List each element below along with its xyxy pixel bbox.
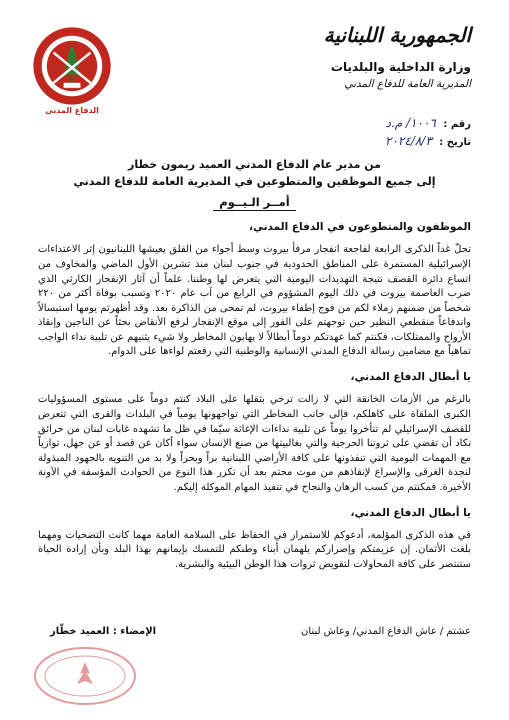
- date-value: ٢٠٢٤/٨/٣: [385, 134, 432, 148]
- civil-defense-logo-icon: [30, 24, 114, 108]
- reference-date-row: [385, 132, 471, 150]
- directorate-name: المديرية العامة للدفاع المدني: [344, 78, 471, 90]
- ministry-name: وزارة الداخلية والبلديات: [330, 60, 471, 74]
- order-title: [0, 195, 509, 209]
- section-heading: يا أبطال الدفاع المدني،: [350, 371, 471, 384]
- reference-block: [385, 114, 471, 150]
- reference-number-row: [385, 114, 471, 132]
- to-line: إلى جميع الموظفين والمتطوعين في المديرية العامة للدفاع المدني: [73, 175, 436, 189]
- republic-title: الجمهورية اللبنانية: [323, 23, 471, 47]
- order-title-text: أمــر الـيــوم: [213, 195, 295, 211]
- signature-line: الإمضاء : العميد خطّار: [50, 626, 157, 637]
- official-stamp-icon: [30, 644, 140, 708]
- number-value: ١٠٠٦/ م.د: [385, 116, 436, 130]
- section-paragraph: في هذه الذكرى المؤلمة، أدعوكم للاستمرار في الحفاظ على السلامة العامة مهما كانت التضحيات ومهما بلغت الأثمان. إن عزيمتكم وإصراركم يلهمان أبناء وطنكم للتمسك بإيمانهم بهذا البلد وبأن إرادة الحياة ستنتصر على كافة المحاولات لتقويض ثروات هذا الوطن البيئية والبشرية.: [38, 529, 471, 571]
- letter-body: [38, 220, 471, 583]
- section-heading: الموظفون والمتطوعون في الدفاع المدني،: [249, 221, 471, 233]
- number-label: رقم :: [443, 119, 471, 130]
- closing-line: عشتم / عاش الدفاع المدني/ وعاش لبنان: [301, 626, 471, 637]
- letterhead: [251, 24, 471, 90]
- section-paragraph: بالرغم من الأزمات الخانقة التي لا زالت ترخي بثقلها على البلاد كنتم دوماً على مستوى المسؤوليات الكبرى الملقاة على كاهلكم، فإلى جانب المخاطر التي تواجهونها يومياً في البلدات والقرى التي تتعرض للقصف الإسرائيلي لم تتأخروا يوماً عن تلبية نداءات الإغاثة سيّما في ظل ما تشهده غابات لبنان من حرائق تكاد أن تقضي على ثروتنا الحرجية والتي بغالبيتها من صنع الإنسان سواء أكان عن قصد أو عن جهل، توازياً مع المهمات اليومية التي تنفذونها على كافة الأراضي اللبنانية براً وبحراً ولا بد من التنويه بالجهود المبذولة لنجدة الغرقى والإسراع لإنقاذهم من موت محتم بعد أن تكرر هذا النوع من الحوادث المؤسفة في الآونة الأخيرة. فمكنتم من كسب الرهان والنجاح في تنفيذ المهام الموكلة إليكم.: [38, 394, 471, 493]
- date-label: تاريخ :: [439, 137, 471, 148]
- logo-caption: الدفاع المدني: [45, 106, 99, 115]
- section-paragraph: تحلّ غداً الذكرى الرابعة لفاجعة انفجار مرفأ بيروت وسط أجواء من القلق يعيشها اللبنانيون إثر الاعتداءات الإسرائيلية المستمرة على المناطق الحدودية في جنوب لبنان منذ تشرين الأول الماضي والمخاوف من اتساع دائرة القصف نتيجة التهديدات اليومية التي يتعرض لها وطننا. علماً أن آثار الإنفجار الكارثي الذي ضرب العاصمة بيروت في ذلك اليوم المشؤوم في الرابع من آب عام ٢٠٢٠ وتسبب بوفاة أكثر من ٢٢٠ شخصاً من ضمنهم زملاء لكم من فوج إطفاء بيروت، لم تمحى من الذاكرة بعد. وقد أظهرتم يومها استبسالاً واندفاعاً منقطعي النظير حين توجهتم على الفور إلى موقع الإنفجار لرفع الأنقاض بحثاً عن الناجين وإنقاذ الأرواح والممتلكات، فكنتم كما عهدتكم دوماً أبطالاً لا يهابون المخاطر ولا شيء يثنيهم عن تلبية نداء الواجب تماهياً مع مضامين رسالة الدفاع المدني الإنسانية والوطنية التي رفعتم لواءها على الدوام.: [38, 244, 472, 358]
- from-line: من مدير عام الدفاع المدني العميد ريمون خطار: [128, 158, 381, 171]
- addressing-block: [58, 156, 451, 190]
- section-heading: يا أبطال الدفاع المدني،: [350, 506, 471, 519]
